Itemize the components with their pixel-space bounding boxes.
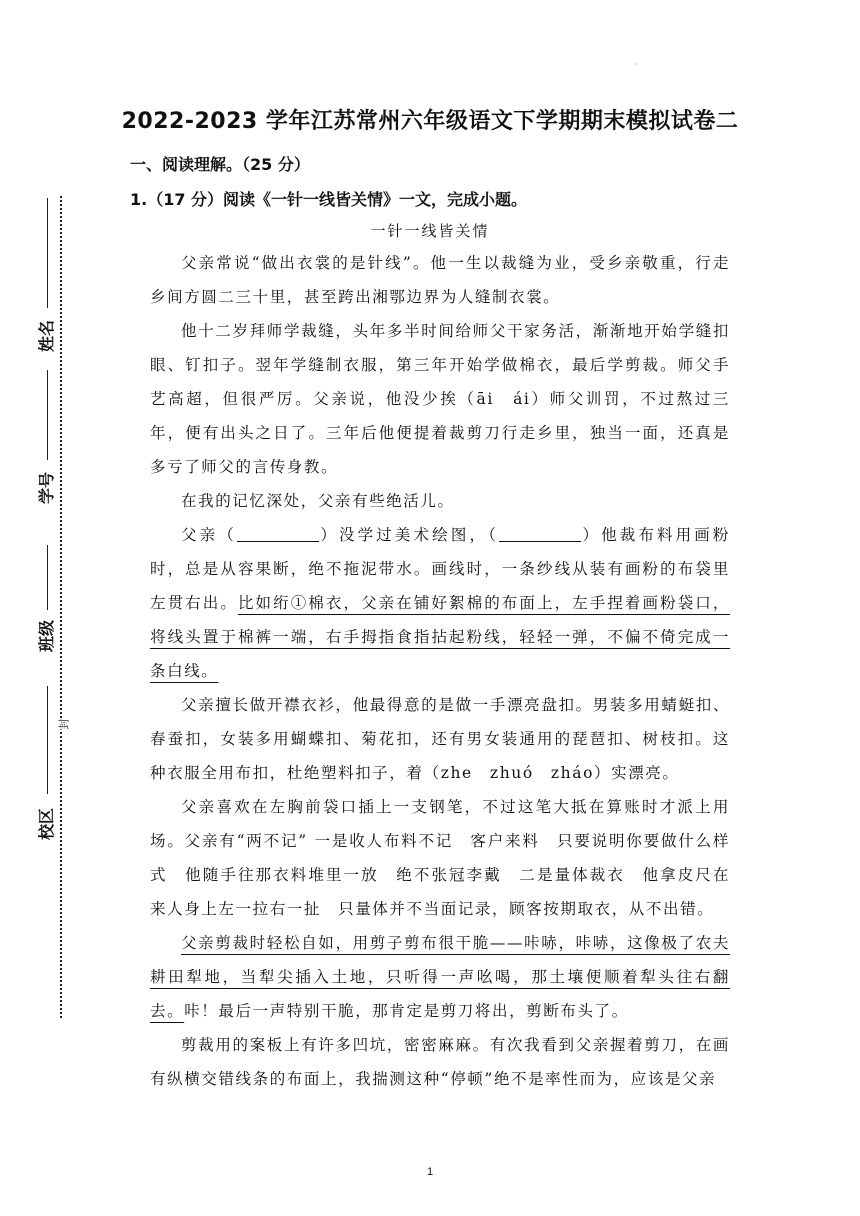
exam-title: 2022-2023 学年江苏常州六年级语文下学期期末模拟试卷二 [121,109,739,134]
name-blank-line [47,198,48,308]
paragraph-5: 父亲擅长做开襟衣衫，他最得意的是做一手漂亮盘扣。男装多用蜻蜓扣、春蚕扣，女装多用蝴蝶扣、菊花扣，还有男女装通用的琵琶扣、树枝扣。这种衣服全用布扣，杜绝塑料扣子，着（zhe zhuó zháo）实漂亮。 [150,696,730,782]
fill-blank-1[interactable] [237,523,319,542]
paragraph-4-part-b: ）没学过美术绘图，（ [318,526,499,544]
passage-title: 一针一线皆关情 [370,222,490,240]
student-id-blank-line [47,370,48,460]
paragraph-3: 在我的记忆深处，父亲有些绝活儿。 [181,492,455,510]
student-id-label: 学号 [37,471,56,504]
seal-mark: 封 [57,718,71,730]
class-label: 班级 [37,619,56,652]
underlined-sentence-1: 比如绗①棉衣，父亲在铺好絮棉的布面上，左手捏着画粉袋口，将线头置于棉裤一端，右手拇指食指拈起粉线，轻轻一弹，不偏不倚完成一条白线。 [150,594,730,680]
question-heading: 1.（17 分）阅读《一针一线皆关情》一文，完成小题。 [130,190,528,209]
name-label: 姓名 [37,319,56,352]
paragraph-4 [150,518,730,688]
binding-dotted-line [60,196,62,1018]
passage-body [150,246,730,1096]
school-label: 校区 [37,807,56,840]
paragraph-7-rest: 咔！最后一声特别干脆，那肯定是剪刀将出，剪断布头了。 [184,1002,629,1020]
section-heading: 一、阅读理解。（25 分） [130,155,310,174]
paragraph-4-part-a: 父亲（ [181,526,237,544]
fill-blank-2[interactable] [499,523,581,542]
class-blank-line [47,545,48,610]
paragraph-2: 他十二岁拜师学裁缝，头年多半时间给师父干家务活，渐渐地开始学缝扣眼、钉扣子。翌年学缝制衣服，第三年开始学做棉衣，最后学剪裁。师父手艺高超，但很严厉。父亲说，他没少挨（āi ái）师父训罚，不过熬过三年，便有出头之日了。三年后他便提着裁剪刀行走乡里，独当一面，还真是多亏了师父的言传身教。 [150,322,730,476]
paragraph-7 [150,926,730,1028]
paragraph-8: 剪裁用的案板上有许多凹坑，密密麻麻。有次我看到父亲握着剪刀，在画有纵横交错线条的布面上，我揣测这种“停顿”绝不是率性而为，应该是父亲 [150,1036,730,1088]
top-mark: · [635,60,638,69]
school-blank-line [47,686,48,794]
paragraph-6: 父亲喜欢在左胸前袋口插上一支钢笔，不过这笔大抵在算账时才派上用场。父亲有“两不记” 一是收人布料不记 客户来料 只要说明你要做什么样式 他随手往那衣料堆里一放 绝不张冠李戴 二是量体裁衣 他拿皮尺在来人身上左一拉右一扯 只量体并不当面记录，顾客按期取衣，从不出错。 [150,798,730,918]
underlined-sentence-2: 父亲剪裁时轻松自如，用剪子剪布很干脆——咔哧，咔哧，这像极了农夫耕田犁地，当犁尖插入土地，只听得一声吆喝，那土壤便顺着犁头往右翻去。 [150,934,730,1020]
paragraph-1: 父亲常说“做出衣裳的是针线”。他一生以裁缝为业，受乡亲敬重，行走乡间方圆二三十里，甚至跨出湘鄂边界为人缝制衣裳。 [150,254,730,306]
page-number: 1 [426,1166,434,1178]
paragraph-4-part-c: ）他裁布料用画粉时，总是从容果断，绝不拖泥带水。画线时，一条纱线从装有画粉的布袋里左贯右出。 [150,526,730,612]
